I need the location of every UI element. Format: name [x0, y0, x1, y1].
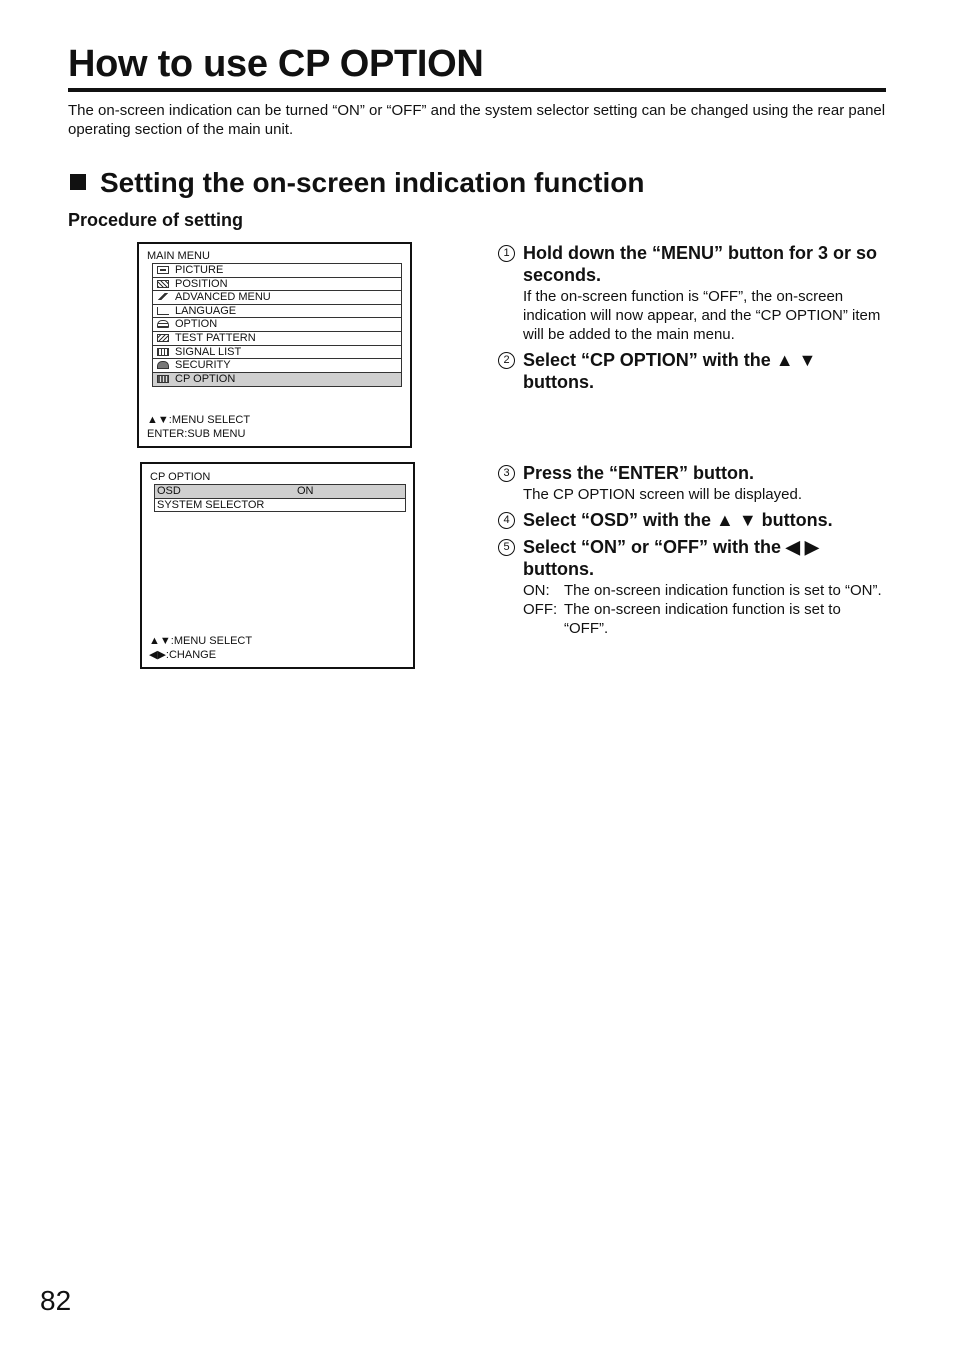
menu-select-hint: ▲▼:MENU SELECT [149, 635, 253, 647]
step-3 [498, 462, 888, 504]
option-row-osd[interactable]: OSD ON [155, 485, 405, 499]
cp-option-title: CP OPTION [150, 471, 211, 483]
section-heading-text: Setting the on-screen indication function [100, 167, 645, 198]
option-icon [157, 320, 169, 328]
step-4-heading: Select “OSD” with the ▲ ▼ buttons. [523, 510, 833, 530]
change-hint: ◀▶:CHANGE [149, 649, 217, 661]
menu-item-advanced-menu[interactable]: ADVANCED MENU [153, 291, 401, 305]
step-4 [498, 509, 888, 531]
page-number: 82 [40, 1285, 72, 1316]
step-number-3: 3 [498, 465, 515, 482]
option-row-system-selector[interactable]: SYSTEM SELECTOR [157, 498, 265, 511]
step-3-heading: Press the “ENTER” button. [523, 463, 755, 483]
definition-on: ON: The on-screen indication function is set to “ON”. [523, 582, 882, 599]
step-number-2: 2 [498, 352, 515, 369]
picture-icon [157, 266, 169, 274]
signal-list-icon [157, 348, 169, 356]
main-menu-title: MAIN MENU [147, 250, 210, 262]
step-number-4: 4 [498, 512, 515, 529]
title-rule [68, 88, 886, 92]
section-heading [70, 166, 644, 200]
definition-off: OFF: The on-screen indication function is set to “OFF”. [523, 601, 841, 637]
step-3-body: The CP OPTION screen will be displayed. [523, 486, 803, 503]
step-1 [498, 242, 888, 344]
menu-item-picture[interactable]: PICTURE [153, 264, 401, 278]
test-pattern-icon [157, 334, 169, 342]
menu-item-security[interactable]: SECURITY [153, 359, 401, 373]
osd-value: ON [297, 485, 314, 497]
sub-menu-hint: ENTER:SUB MENU [147, 428, 246, 440]
step-number-1: 1 [498, 245, 515, 262]
page-title: How to use CP OPTION [68, 43, 484, 85]
main-menu-screen [137, 242, 412, 448]
menu-item-test-pattern[interactable]: TEST PATTERN [153, 332, 401, 346]
square-bullet-icon [70, 174, 86, 190]
security-icon [157, 361, 169, 369]
intro-paragraph: The on-screen indication can be turned “ON” or “OFF” and the system selector setting can be changed using the rear panel operating section of the main unit. [68, 102, 886, 138]
step-2 [498, 349, 888, 393]
menu-item-position[interactable]: POSITION [153, 278, 401, 292]
menu-item-language[interactable]: LANGUAGE [153, 305, 401, 319]
cp-option-icon [157, 375, 169, 383]
menu-item-option[interactable]: OPTION [153, 318, 401, 332]
main-menu-list [152, 263, 402, 387]
advanced-menu-icon [157, 293, 169, 301]
step-1-body: If the on-screen function is “OFF”, the on-screen indication will now appear, and the “CP OPTION” item will be added to the main menu. [523, 288, 881, 343]
cp-option-screen [140, 462, 415, 669]
language-icon [157, 307, 169, 315]
menu-item-cp-option[interactable]: CP OPTION [153, 373, 401, 387]
cp-option-list [154, 484, 406, 512]
step-5-heading: Select “ON” or “OFF” with the ◀ ▶ buttons. [523, 537, 819, 579]
step-number-5: 5 [498, 539, 515, 556]
step-2-heading: Select “CP OPTION” with the ▲ ▼ buttons. [523, 350, 817, 392]
step-1-heading: Hold down the “MENU” button for 3 or so seconds. [523, 243, 877, 285]
menu-select-hint: ▲▼:MENU SELECT [147, 414, 251, 426]
step-5 [498, 536, 888, 638]
menu-item-signal-list[interactable]: SIGNAL LIST [153, 346, 401, 360]
procedure-label: Procedure of setting [68, 210, 244, 230]
position-icon [157, 280, 169, 288]
